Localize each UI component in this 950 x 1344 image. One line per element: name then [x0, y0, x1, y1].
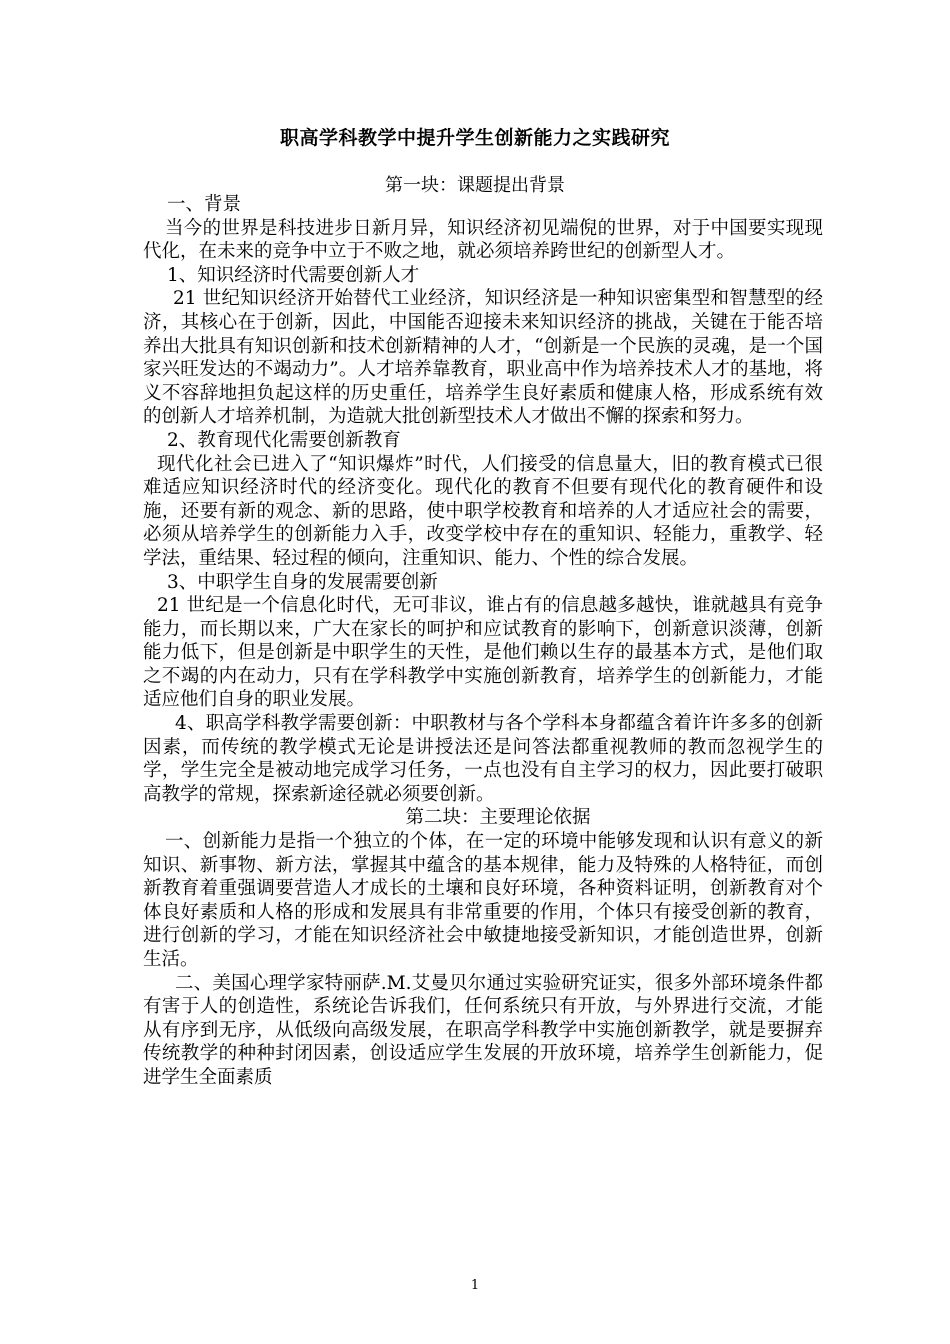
section-background-heading: 一、背景 [167, 194, 242, 215]
subheading-3: 3、中职学生自身的发展需要创新 [167, 571, 438, 593]
page-number: 1 [470, 1278, 480, 1293]
paragraph-intro: 当今的世界是科技进步日新月异，知识经济初见端倪的世界，对于中国要实现现代化，在未来的竞争中立于不败之地，就必须培养跨世纪的创新型人才。 [143, 217, 823, 263]
paragraph-3: 21 世纪是一个信息化时代，无可非议，谁占有的信息越多越快，谁就越具有竞争能力，而长期以来，广大在家长的呵护和应试教育的影响下，创新意识淡薄，创新能力低下，但是创新是中职学生的天性，是他们赖以生存的最基本方式，是他们取之不竭的内在动力，只有在学科教学中实施创新教育，培养学生的创新能力，才能适应他们自身的职业发展。 [143, 595, 823, 711]
paragraph-2: 现代化社会已进入了“知识爆炸”时代，人们接受的信息量大，旧的教育模式已很难适应知识经济时代的经济变化。现代化的教育不但要有现代化的教育硬件和设施，还要有新的观念、新的思路，使中职学校教育和培养的人才适应社会的需要，必须从培养学生的创新能力入手，改变学校中存在的重知识、轻能力，重教学、轻学法，重结果、轻过程的倾向，注重知识、能力、个性的综合发展。 [143, 453, 823, 569]
block2-heading: 第二块：主要理论依据 [405, 807, 591, 829]
paragraph-theory-1: 一、创新能力是指一个独立的个体，在一定的环境中能够发现和认识有意义的新知识、新事物、新方法，掌握其中蕴含的基本规律，能力及特殊的人格特征，而创新教育着重强调要营造人才成长的土壤和良好环境，各种资料证明，创新教育对个体良好素质和人格的形成和发展具有非常重要的作用，个体只有接受创新的教育，进行创新的学习，才能在知识经济社会中敏捷地接受新知识，才能创造世界，创新生活。 [143, 831, 823, 970]
subheading-2: 2、教育现代化需要创新教育 [167, 429, 401, 451]
paragraph-theory-2: 二、美国心理学家特丽萨.M.艾曼贝尔通过实验研究证实，很多外部环境条件都有害于人的创造性，系统论告诉我们，任何系统只有开放，与外界进行交流，才能从有序到无序，从低级向高级发展，在职高学科教学中实施创新教学，就是要摒弃传统教学的种种封闭因素，创设适应学生发展的开放环境，培养学生创新能力，促进学生全面素质 [143, 972, 823, 1088]
paragraph-1: 21 世纪知识经济开始替代工业经济，知识经济是一种知识密集型和智慧型的经济，其核心在于创新，因此，中国能否迎接未来知识经济的挑战，关键在于能否培养出大批具有知识创新和技术创新精神的人才，“创新是一个民族的灵魂，是一个国家兴旺发达的不竭动力”。人才培养靠教育，职业高中作为培养技术人才的基地，将义不容辞地担负起这样的历史重任，培养学生良好素质和健康人格，形成系统有效的创新人才培养机制，为造就大批创新型技术人才做出不懈的探索和努力。 [143, 288, 823, 428]
block1-heading: 第一块：课题提出背景 [385, 175, 565, 196]
document-title: 职高学科教学中提升学生创新能力之实践研究 [279, 127, 670, 149]
paragraph-4: 4、职高学科教学需要创新：中职教材与各个学科本身都蕴含着许许多多的创新因素，而传统的教学模式无论是讲授法还是问答法都重视教师的教而忽视学生的学，学生完全是被动地完成学习任务，一点也没有自主学习的权力，因此要打破职高教学的常规，探索新途径就必须要创新。 [143, 713, 823, 805]
subheading-1: 1、知识经济时代需要创新人才 [167, 264, 420, 286]
document-body [143, 193, 823, 1090]
